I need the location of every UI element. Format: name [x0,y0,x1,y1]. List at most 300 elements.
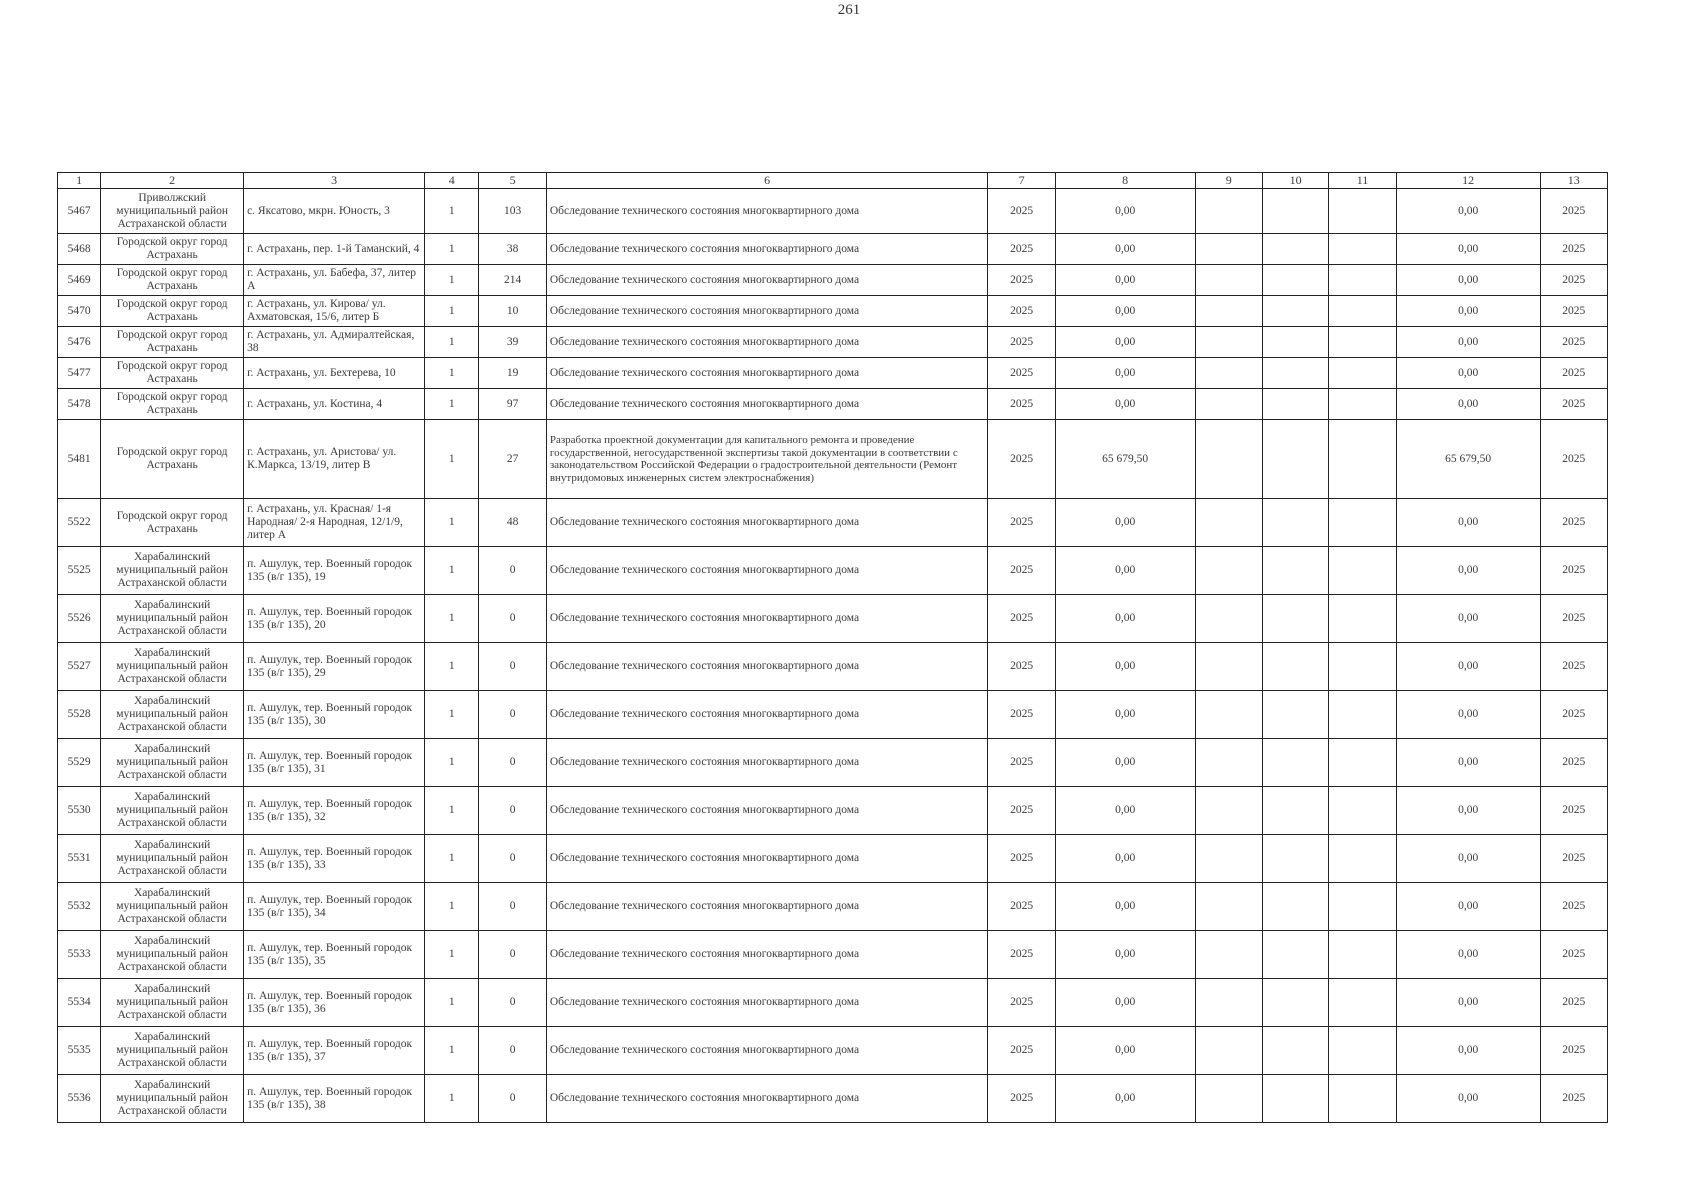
column-9-cell [1195,358,1262,389]
municipality-cell: Харабалинский муниципальный район Астраханской области [101,931,244,979]
column-13-year-cell: 2025 [1540,1075,1607,1123]
column-9-cell [1195,327,1262,358]
row-number-cell: 5468 [58,234,101,265]
column-12-cost-cell: 0,00 [1396,787,1540,835]
column-4-cell: 1 [425,499,479,547]
table-row [58,265,1608,296]
column-4-cell: 1 [425,643,479,691]
address-cell: п. Ашулук, тер. Военный городок 135 (в/г 135), 36 [244,979,425,1027]
year-cell: 2025 [988,358,1055,389]
column-13-year-cell: 2025 [1540,691,1607,739]
column-11-cell [1329,691,1396,739]
column-12-cost-cell: 0,00 [1396,265,1540,296]
row-number-cell: 5470 [58,296,101,327]
municipality-cell: Харабалинский муниципальный район Астраханской области [101,1075,244,1123]
municipality-cell: Харабалинский муниципальный район Астраханской области [101,835,244,883]
column-10-cell [1262,189,1328,234]
work-type-cell: Обследование технического состояния многоквартирного дома [546,499,988,547]
municipality-cell: Харабалинский муниципальный район Астраханской области [101,547,244,595]
column-10-cell [1262,499,1328,547]
column-12-cost-cell: 0,00 [1396,389,1540,420]
year-cell: 2025 [988,1075,1055,1123]
column-11-cell [1329,1027,1396,1075]
column-9-cell [1195,420,1262,499]
column-10-cell [1262,420,1328,499]
column-11-cell [1329,499,1396,547]
column-5-cell: 0 [479,691,546,739]
column-10-cell [1262,327,1328,358]
column-header: 10 [1262,173,1328,189]
municipality-cell: Городской округ город Астрахань [101,420,244,499]
total-cost-cell: 0,00 [1055,1075,1195,1123]
total-cost-cell: 0,00 [1055,787,1195,835]
work-type-cell: Обследование технического состояния многоквартирного дома [546,547,988,595]
column-12-cost-cell: 0,00 [1396,296,1540,327]
column-12-cost-cell: 0,00 [1396,931,1540,979]
column-header: 11 [1329,173,1396,189]
column-12-cost-cell: 0,00 [1396,883,1540,931]
total-cost-cell: 0,00 [1055,547,1195,595]
column-12-cost-cell: 0,00 [1396,234,1540,265]
column-13-year-cell: 2025 [1540,1027,1607,1075]
column-header: 6 [546,173,988,189]
row-number-cell: 5534 [58,979,101,1027]
work-type-cell: Обследование технического состояния многоквартирного дома [546,643,988,691]
column-header: 1 [58,173,101,189]
row-number-cell: 5469 [58,265,101,296]
column-12-cost-cell: 0,00 [1396,979,1540,1027]
column-4-cell: 1 [425,835,479,883]
column-13-year-cell: 2025 [1540,499,1607,547]
column-5-cell: 0 [479,643,546,691]
column-9-cell [1195,499,1262,547]
row-number-cell: 5535 [58,1027,101,1075]
column-11-cell [1329,296,1396,327]
address-cell: г. Астрахань, ул. Бехтерева, 10 [244,358,425,389]
column-13-year-cell: 2025 [1540,739,1607,787]
work-type-cell: Разработка проектной документации для капитального ремонта и проведение государственной, негосударственной экспертизы такой документации в соответствии с законодательством Российской Федерации о градостроительной деятельности (Ремонт внутридомовых инженерных систем электроснабжения) [546,420,988,499]
column-11-cell [1329,1075,1396,1123]
work-type-cell: Обследование технического состояния многоквартирного дома [546,883,988,931]
work-type-cell: Обследование технического состояния многоквартирного дома [546,265,988,296]
address-cell: п. Ашулук, тер. Военный городок 135 (в/г 135), 38 [244,1075,425,1123]
total-cost-cell: 0,00 [1055,358,1195,389]
work-type-cell: Обследование технического состояния многоквартирного дома [546,234,988,265]
column-5-cell: 19 [479,358,546,389]
column-13-year-cell: 2025 [1540,389,1607,420]
row-number-cell: 5526 [58,595,101,643]
table-row [58,420,1608,499]
column-4-cell: 1 [425,296,479,327]
column-13-year-cell: 2025 [1540,296,1607,327]
municipality-cell: Приволжский муниципальный район Астраханской области [101,189,244,234]
table-row [58,234,1608,265]
column-4-cell: 1 [425,189,479,234]
table-row [58,389,1608,420]
table-row [58,595,1608,643]
column-13-year-cell: 2025 [1540,787,1607,835]
total-cost-cell: 0,00 [1055,931,1195,979]
table-row [58,358,1608,389]
column-11-cell [1329,643,1396,691]
total-cost-cell: 0,00 [1055,643,1195,691]
address-cell: г. Астрахань, пер. 1-й Таманский, 4 [244,234,425,265]
column-9-cell [1195,883,1262,931]
column-10-cell [1262,296,1328,327]
column-11-cell [1329,327,1396,358]
capital-repair-table [57,172,1608,1123]
column-10-cell [1262,595,1328,643]
municipality-cell: Городской округ город Астрахань [101,358,244,389]
column-10-cell [1262,787,1328,835]
column-13-year-cell: 2025 [1540,643,1607,691]
column-4-cell: 1 [425,595,479,643]
column-12-cost-cell: 0,00 [1396,189,1540,234]
work-type-cell: Обследование технического состояния многоквартирного дома [546,358,988,389]
year-cell: 2025 [988,787,1055,835]
column-9-cell [1195,547,1262,595]
column-4-cell: 1 [425,547,479,595]
municipality-cell: Харабалинский муниципальный район Астраханской области [101,979,244,1027]
total-cost-cell: 0,00 [1055,691,1195,739]
column-9-cell [1195,595,1262,643]
row-number-cell: 5481 [58,420,101,499]
total-cost-cell: 0,00 [1055,234,1195,265]
table-row [58,189,1608,234]
row-number-cell: 5477 [58,358,101,389]
municipality-cell: Харабалинский муниципальный район Астраханской области [101,595,244,643]
row-number-cell: 5529 [58,739,101,787]
year-cell: 2025 [988,835,1055,883]
row-number-cell: 5522 [58,499,101,547]
column-4-cell: 1 [425,691,479,739]
column-5-cell: 0 [479,595,546,643]
column-10-cell [1262,358,1328,389]
total-cost-cell: 0,00 [1055,835,1195,883]
total-cost-cell: 0,00 [1055,595,1195,643]
total-cost-cell: 0,00 [1055,883,1195,931]
total-cost-cell: 0,00 [1055,739,1195,787]
address-cell: п. Ашулук, тер. Военный городок 135 (в/г 135), 34 [244,883,425,931]
column-9-cell [1195,1027,1262,1075]
column-header: 7 [988,173,1055,189]
column-11-cell [1329,787,1396,835]
column-12-cost-cell: 0,00 [1396,1075,1540,1123]
row-number-cell: 5530 [58,787,101,835]
column-4-cell: 1 [425,883,479,931]
column-header: 12 [1396,173,1540,189]
column-9-cell [1195,931,1262,979]
year-cell: 2025 [988,499,1055,547]
column-header: 3 [244,173,425,189]
year-cell: 2025 [988,389,1055,420]
work-type-cell: Обследование технического состояния многоквартирного дома [546,979,988,1027]
table-row [58,883,1608,931]
work-type-cell: Обследование технического состояния многоквартирного дома [546,1027,988,1075]
work-type-cell: Обследование технического состояния многоквартирного дома [546,931,988,979]
column-5-cell: 0 [479,835,546,883]
column-11-cell [1329,358,1396,389]
column-11-cell [1329,420,1396,499]
address-cell: п. Ашулук, тер. Военный городок 135 (в/г 135), 19 [244,547,425,595]
total-cost-cell: 0,00 [1055,1027,1195,1075]
year-cell: 2025 [988,265,1055,296]
municipality-cell: Харабалинский муниципальный район Астраханской области [101,883,244,931]
table-row [58,327,1608,358]
column-12-cost-cell: 0,00 [1396,499,1540,547]
column-12-cost-cell: 0,00 [1396,358,1540,389]
year-cell: 2025 [988,1027,1055,1075]
address-cell: п. Ашулук, тер. Военный городок 135 (в/г 135), 30 [244,691,425,739]
table-row [58,739,1608,787]
column-11-cell [1329,265,1396,296]
column-number-header-row [58,173,1608,189]
work-type-cell: Обследование технического состояния многоквартирного дома [546,739,988,787]
column-4-cell: 1 [425,234,479,265]
column-10-cell [1262,234,1328,265]
column-9-cell [1195,643,1262,691]
column-12-cost-cell: 0,00 [1396,1027,1540,1075]
column-13-year-cell: 2025 [1540,979,1607,1027]
column-12-cost-cell: 0,00 [1396,643,1540,691]
column-4-cell: 1 [425,787,479,835]
address-cell: с. Яксатово, мкрн. Юность, 3 [244,189,425,234]
table-body [58,189,1608,1123]
column-9-cell [1195,389,1262,420]
table-row [58,547,1608,595]
column-10-cell [1262,739,1328,787]
column-12-cost-cell: 0,00 [1396,327,1540,358]
table-row [58,296,1608,327]
work-type-cell: Обследование технического состояния многоквартирного дома [546,835,988,883]
column-4-cell: 1 [425,1027,479,1075]
column-11-cell [1329,547,1396,595]
column-5-cell: 0 [479,739,546,787]
column-4-cell: 1 [425,931,479,979]
municipality-cell: Городской округ город Астрахань [101,499,244,547]
column-5-cell: 0 [479,883,546,931]
column-10-cell [1262,643,1328,691]
column-4-cell: 1 [425,358,479,389]
column-5-cell: 97 [479,389,546,420]
column-12-cost-cell: 65 679,50 [1396,420,1540,499]
column-10-cell [1262,979,1328,1027]
table-row [58,979,1608,1027]
column-9-cell [1195,189,1262,234]
row-number-cell: 5476 [58,327,101,358]
column-5-cell: 0 [479,1075,546,1123]
address-cell: г. Астрахань, ул. Кирова/ ул. Ахматовская, 15/6, литер Б [244,296,425,327]
work-type-cell: Обследование технического состояния многоквартирного дома [546,1075,988,1123]
column-header: 2 [101,173,244,189]
column-9-cell [1195,296,1262,327]
row-number-cell: 5527 [58,643,101,691]
total-cost-cell: 0,00 [1055,189,1195,234]
column-13-year-cell: 2025 [1540,189,1607,234]
column-11-cell [1329,234,1396,265]
column-5-cell: 48 [479,499,546,547]
column-12-cost-cell: 0,00 [1396,691,1540,739]
municipality-cell: Харабалинский муниципальный район Астраханской области [101,739,244,787]
municipality-cell: Городской округ город Астрахань [101,234,244,265]
column-10-cell [1262,931,1328,979]
column-13-year-cell: 2025 [1540,835,1607,883]
column-9-cell [1195,979,1262,1027]
year-cell: 2025 [988,420,1055,499]
column-9-cell [1195,691,1262,739]
table-row [58,1027,1608,1075]
total-cost-cell: 65 679,50 [1055,420,1195,499]
column-5-cell: 0 [479,931,546,979]
row-number-cell: 5531 [58,835,101,883]
column-13-year-cell: 2025 [1540,327,1607,358]
column-13-year-cell: 2025 [1540,420,1607,499]
total-cost-cell: 0,00 [1055,265,1195,296]
row-number-cell: 5536 [58,1075,101,1123]
address-cell: п. Ашулук, тер. Военный городок 135 (в/г 135), 35 [244,931,425,979]
total-cost-cell: 0,00 [1055,389,1195,420]
column-13-year-cell: 2025 [1540,595,1607,643]
municipality-cell: Городской округ город Астрахань [101,327,244,358]
municipality-cell: Городской округ город Астрахань [101,389,244,420]
total-cost-cell: 0,00 [1055,327,1195,358]
year-cell: 2025 [988,595,1055,643]
column-13-year-cell: 2025 [1540,358,1607,389]
column-5-cell: 27 [479,420,546,499]
table-row [58,835,1608,883]
address-cell: п. Ашулук, тер. Военный городок 135 (в/г 135), 31 [244,739,425,787]
municipality-cell: Харабалинский муниципальный район Астраханской области [101,787,244,835]
year-cell: 2025 [988,643,1055,691]
municipality-cell: Харабалинский муниципальный район Астраханской области [101,691,244,739]
column-12-cost-cell: 0,00 [1396,835,1540,883]
column-4-cell: 1 [425,420,479,499]
column-12-cost-cell: 0,00 [1396,595,1540,643]
address-cell: г. Астрахань, ул. Адмиралтейская, 38 [244,327,425,358]
column-9-cell [1195,835,1262,883]
table-row [58,643,1608,691]
year-cell: 2025 [988,691,1055,739]
year-cell: 2025 [988,296,1055,327]
column-4-cell: 1 [425,265,479,296]
address-cell: г. Астрахань, ул. Бабефа, 37, литер А [244,265,425,296]
column-10-cell [1262,547,1328,595]
column-4-cell: 1 [425,739,479,787]
column-4-cell: 1 [425,389,479,420]
work-type-cell: Обследование технического состояния многоквартирного дома [546,389,988,420]
total-cost-cell: 0,00 [1055,296,1195,327]
column-10-cell [1262,691,1328,739]
address-cell: п. Ашулук, тер. Военный городок 135 (в/г 135), 32 [244,787,425,835]
column-4-cell: 1 [425,979,479,1027]
year-cell: 2025 [988,739,1055,787]
year-cell: 2025 [988,931,1055,979]
row-number-cell: 5528 [58,691,101,739]
column-9-cell [1195,739,1262,787]
column-5-cell: 39 [479,327,546,358]
column-9-cell [1195,265,1262,296]
municipality-cell: Городской округ город Астрахань [101,296,244,327]
column-10-cell [1262,265,1328,296]
column-5-cell: 103 [479,189,546,234]
column-12-cost-cell: 0,00 [1396,547,1540,595]
row-number-cell: 5467 [58,189,101,234]
column-11-cell [1329,835,1396,883]
work-type-cell: Обследование технического состояния многоквартирного дома [546,296,988,327]
table-row [58,787,1608,835]
column-11-cell [1329,739,1396,787]
address-cell: п. Ашулук, тер. Военный городок 135 (в/г 135), 29 [244,643,425,691]
column-5-cell: 214 [479,265,546,296]
address-cell: г. Астрахань, ул. Костина, 4 [244,389,425,420]
column-10-cell [1262,883,1328,931]
work-type-cell: Обследование технического состояния многоквартирного дома [546,189,988,234]
column-13-year-cell: 2025 [1540,883,1607,931]
column-10-cell [1262,1075,1328,1123]
column-10-cell [1262,835,1328,883]
table-row [58,931,1608,979]
total-cost-cell: 0,00 [1055,979,1195,1027]
column-11-cell [1329,883,1396,931]
column-11-cell [1329,931,1396,979]
table-row [58,1075,1608,1123]
column-11-cell [1329,595,1396,643]
row-number-cell: 5532 [58,883,101,931]
work-type-cell: Обследование технического состояния многоквартирного дома [546,787,988,835]
address-cell: п. Ашулук, тер. Военный городок 135 (в/г 135), 33 [244,835,425,883]
address-cell: г. Астрахань, ул. Аристова/ ул. К.Маркса, 13/19, литер В [244,420,425,499]
year-cell: 2025 [988,979,1055,1027]
column-5-cell: 0 [479,1027,546,1075]
year-cell: 2025 [988,327,1055,358]
table-row [58,499,1608,547]
column-header: 4 [425,173,479,189]
column-header: 13 [1540,173,1607,189]
page-number: 261 [837,2,861,18]
municipality-cell: Харабалинский муниципальный район Астраханской области [101,643,244,691]
column-5-cell: 0 [479,787,546,835]
column-4-cell: 1 [425,1075,479,1123]
year-cell: 2025 [988,883,1055,931]
column-9-cell [1195,787,1262,835]
address-cell: п. Ашулук, тер. Военный городок 135 (в/г 135), 37 [244,1027,425,1075]
work-type-cell: Обследование технического состояния многоквартирного дома [546,691,988,739]
row-number-cell: 5478 [58,389,101,420]
column-5-cell: 0 [479,547,546,595]
column-11-cell [1329,979,1396,1027]
column-10-cell [1262,1027,1328,1075]
work-type-cell: Обследование технического состояния многоквартирного дома [546,327,988,358]
address-cell: г. Астрахань, ул. Красная/ 1-я Народная/ 2-я Народная, 12/1/9, литер А [244,499,425,547]
municipality-cell: Городской округ город Астрахань [101,265,244,296]
address-cell: п. Ашулук, тер. Военный городок 135 (в/г 135), 20 [244,595,425,643]
column-13-year-cell: 2025 [1540,234,1607,265]
column-13-year-cell: 2025 [1540,931,1607,979]
column-header: 9 [1195,173,1262,189]
column-11-cell [1329,389,1396,420]
column-9-cell [1195,1075,1262,1123]
year-cell: 2025 [988,234,1055,265]
column-5-cell: 10 [479,296,546,327]
municipality-cell: Харабалинский муниципальный район Астраханской области [101,1027,244,1075]
column-9-cell [1195,234,1262,265]
column-11-cell [1329,189,1396,234]
row-number-cell: 5533 [58,931,101,979]
column-5-cell: 38 [479,234,546,265]
work-type-cell: Обследование технического состояния многоквартирного дома [546,595,988,643]
column-header: 5 [479,173,546,189]
column-13-year-cell: 2025 [1540,265,1607,296]
